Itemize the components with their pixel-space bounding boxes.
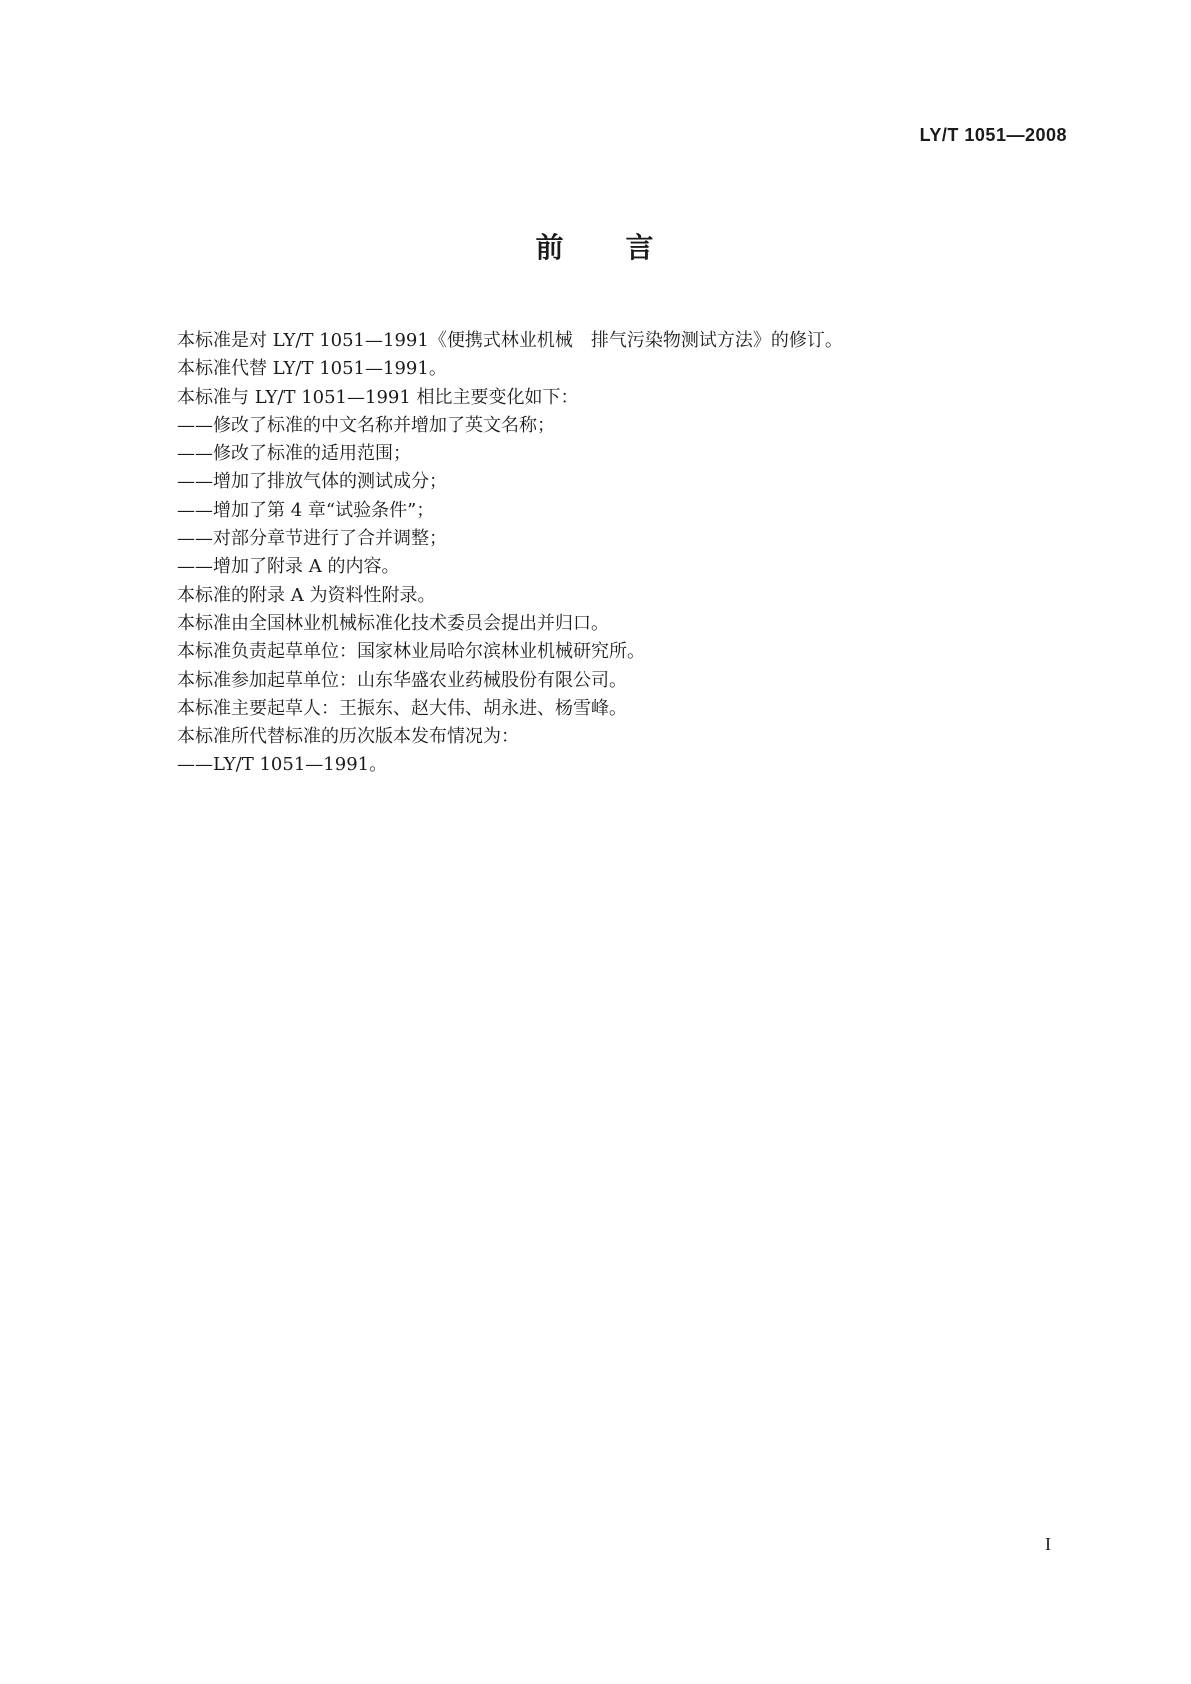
paragraph-line: 本标准的附录 A 为资料性附录。 bbox=[177, 584, 436, 606]
paragraph-line: 本标准是对 LY/T 1051—1991《便携式林业机械 排气污染物测试方法》的修订。 bbox=[177, 330, 843, 351]
foreword-body bbox=[177, 327, 1057, 780]
list-item: ——修改了标准的中文名称并增加了英文名称； bbox=[177, 414, 555, 436]
list-item: ——修改了标准的适用范围； bbox=[177, 443, 411, 465]
list-item: ——LY/T 1051—1991。 bbox=[177, 754, 388, 776]
title-char-1: 前 bbox=[535, 231, 566, 264]
page-number: I bbox=[1045, 1534, 1051, 1554]
list-item: ——增加了排放气体的测试成分； bbox=[177, 471, 447, 493]
paragraph-line: 本标准与 LY/T 1051—1991 相比主要变化如下： bbox=[177, 386, 579, 408]
paragraph-line: 本标准负责起草单位：国家林业局哈尔滨林业机械研究所。 bbox=[177, 641, 645, 663]
standard-code: LY/T 1051—2008 bbox=[919, 125, 1067, 145]
paragraph-line: 本标准主要起草人：王振东、赵大伟、胡永进、杨雪峰。 bbox=[177, 697, 627, 719]
list-item: ——增加了第 4 章“试验条件”； bbox=[177, 499, 435, 521]
paragraph-line: 本标准所代替标准的历次版本发布情况为： bbox=[177, 726, 519, 748]
title-char-2: 言 bbox=[625, 231, 656, 264]
paragraph-line: 本标准代替 LY/T 1051—1991。 bbox=[177, 358, 447, 380]
paragraph-line: 本标准参加起草单位：山东华盛农业药械股份有限公司。 bbox=[177, 669, 627, 691]
page-title bbox=[0, 226, 1191, 266]
paragraph-line: 本标准由全国林业机械标准化技术委员会提出并归口。 bbox=[177, 612, 609, 634]
list-item: ——对部分章节进行了合并调整； bbox=[177, 528, 447, 550]
list-item: ——增加了附录 A 的内容。 bbox=[177, 556, 400, 578]
